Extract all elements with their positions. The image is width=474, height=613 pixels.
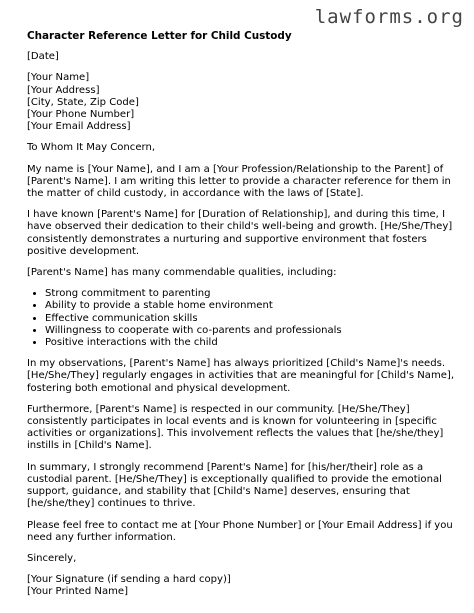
signature-line: [Your Signature (if sending a hard copy)]	[27, 574, 231, 586]
closing: Sincerely,	[27, 552, 77, 564]
paragraph-contact: Please feel free to contact me at [Your Phone Number] or [Your Email Address] if you need any further information.	[27, 519, 453, 543]
watermark-logo: lawforms.org	[314, 6, 464, 28]
list-item: • Strong commitment to parenting	[45, 288, 457, 300]
paragraph-known: I have known [Parent's Name] for [Duration of Relationship], and during this time, I have observed their dedication to their child's well-being and growth. [He/She/They] consistently demonstrates a nurturing and supportive environment that fosters positive development.	[27, 209, 453, 257]
salutation: To Whom It May Concern,	[27, 142, 156, 154]
printed-name-line: [Your Printed Name]	[27, 586, 128, 598]
list-item: • Ability to provide a stable home environment	[45, 300, 457, 312]
address-line: [Your Email Address]	[27, 121, 131, 133]
list-item: • Positive interactions with the child	[45, 337, 457, 349]
paragraph-community: Furthermore, [Parent's Name] is respected in our community. [He/She/They] consistently participates in local events and is known for volunteering in [specific activities or organizations]. This involvement reflects the values that [he/she/they] instills in [Child's Name].	[27, 403, 444, 452]
list-item: • Willingness to cooperate with co-parents and professionals	[45, 325, 457, 337]
address-line: [Your Name]	[27, 72, 90, 84]
letter-date: [Date]	[27, 51, 59, 63]
address-line: [Your Address]	[27, 84, 100, 96]
sender-address-block	[27, 72, 457, 133]
list-item: • Effective communication skills	[45, 313, 457, 325]
document-title: Character Reference Letter for Child Custody	[27, 30, 292, 42]
paragraph-qualities-intro: [Parent's Name] has many commendable qualities, including:	[27, 267, 337, 279]
letter-document	[27, 30, 457, 599]
paragraph-summary: In summary, I strongly recommend [Parent's Name] for [his/her/their] role as a custodial parent. [He/She/They] is exceptionally qualified to provide the emotional support, guidance, and stability that [Child's Name] deserves, ensuring that [he/she/they] continues to thrive.	[27, 461, 442, 510]
paragraph-observations: In my observations, [Parent's Name] has always prioritized [Child's Name]'s needs. [He/She/They] regularly engages in activities that are meaningful for [Child's Name], fostering both emotional and physical development.	[27, 358, 455, 394]
address-line: [City, State, Zip Code]	[27, 96, 139, 108]
paragraph-intro: My name is [Your Name], and I am a [Your Profession/Relationship to the Parent] of [Parent's Name]. I am writing this letter to provide a character reference for them in the matter of child custody, in accordance with the laws of [State].	[27, 163, 451, 200]
signature-block	[27, 574, 457, 598]
address-line: [Your Phone Number]	[27, 109, 135, 121]
qualities-list	[27, 288, 457, 349]
